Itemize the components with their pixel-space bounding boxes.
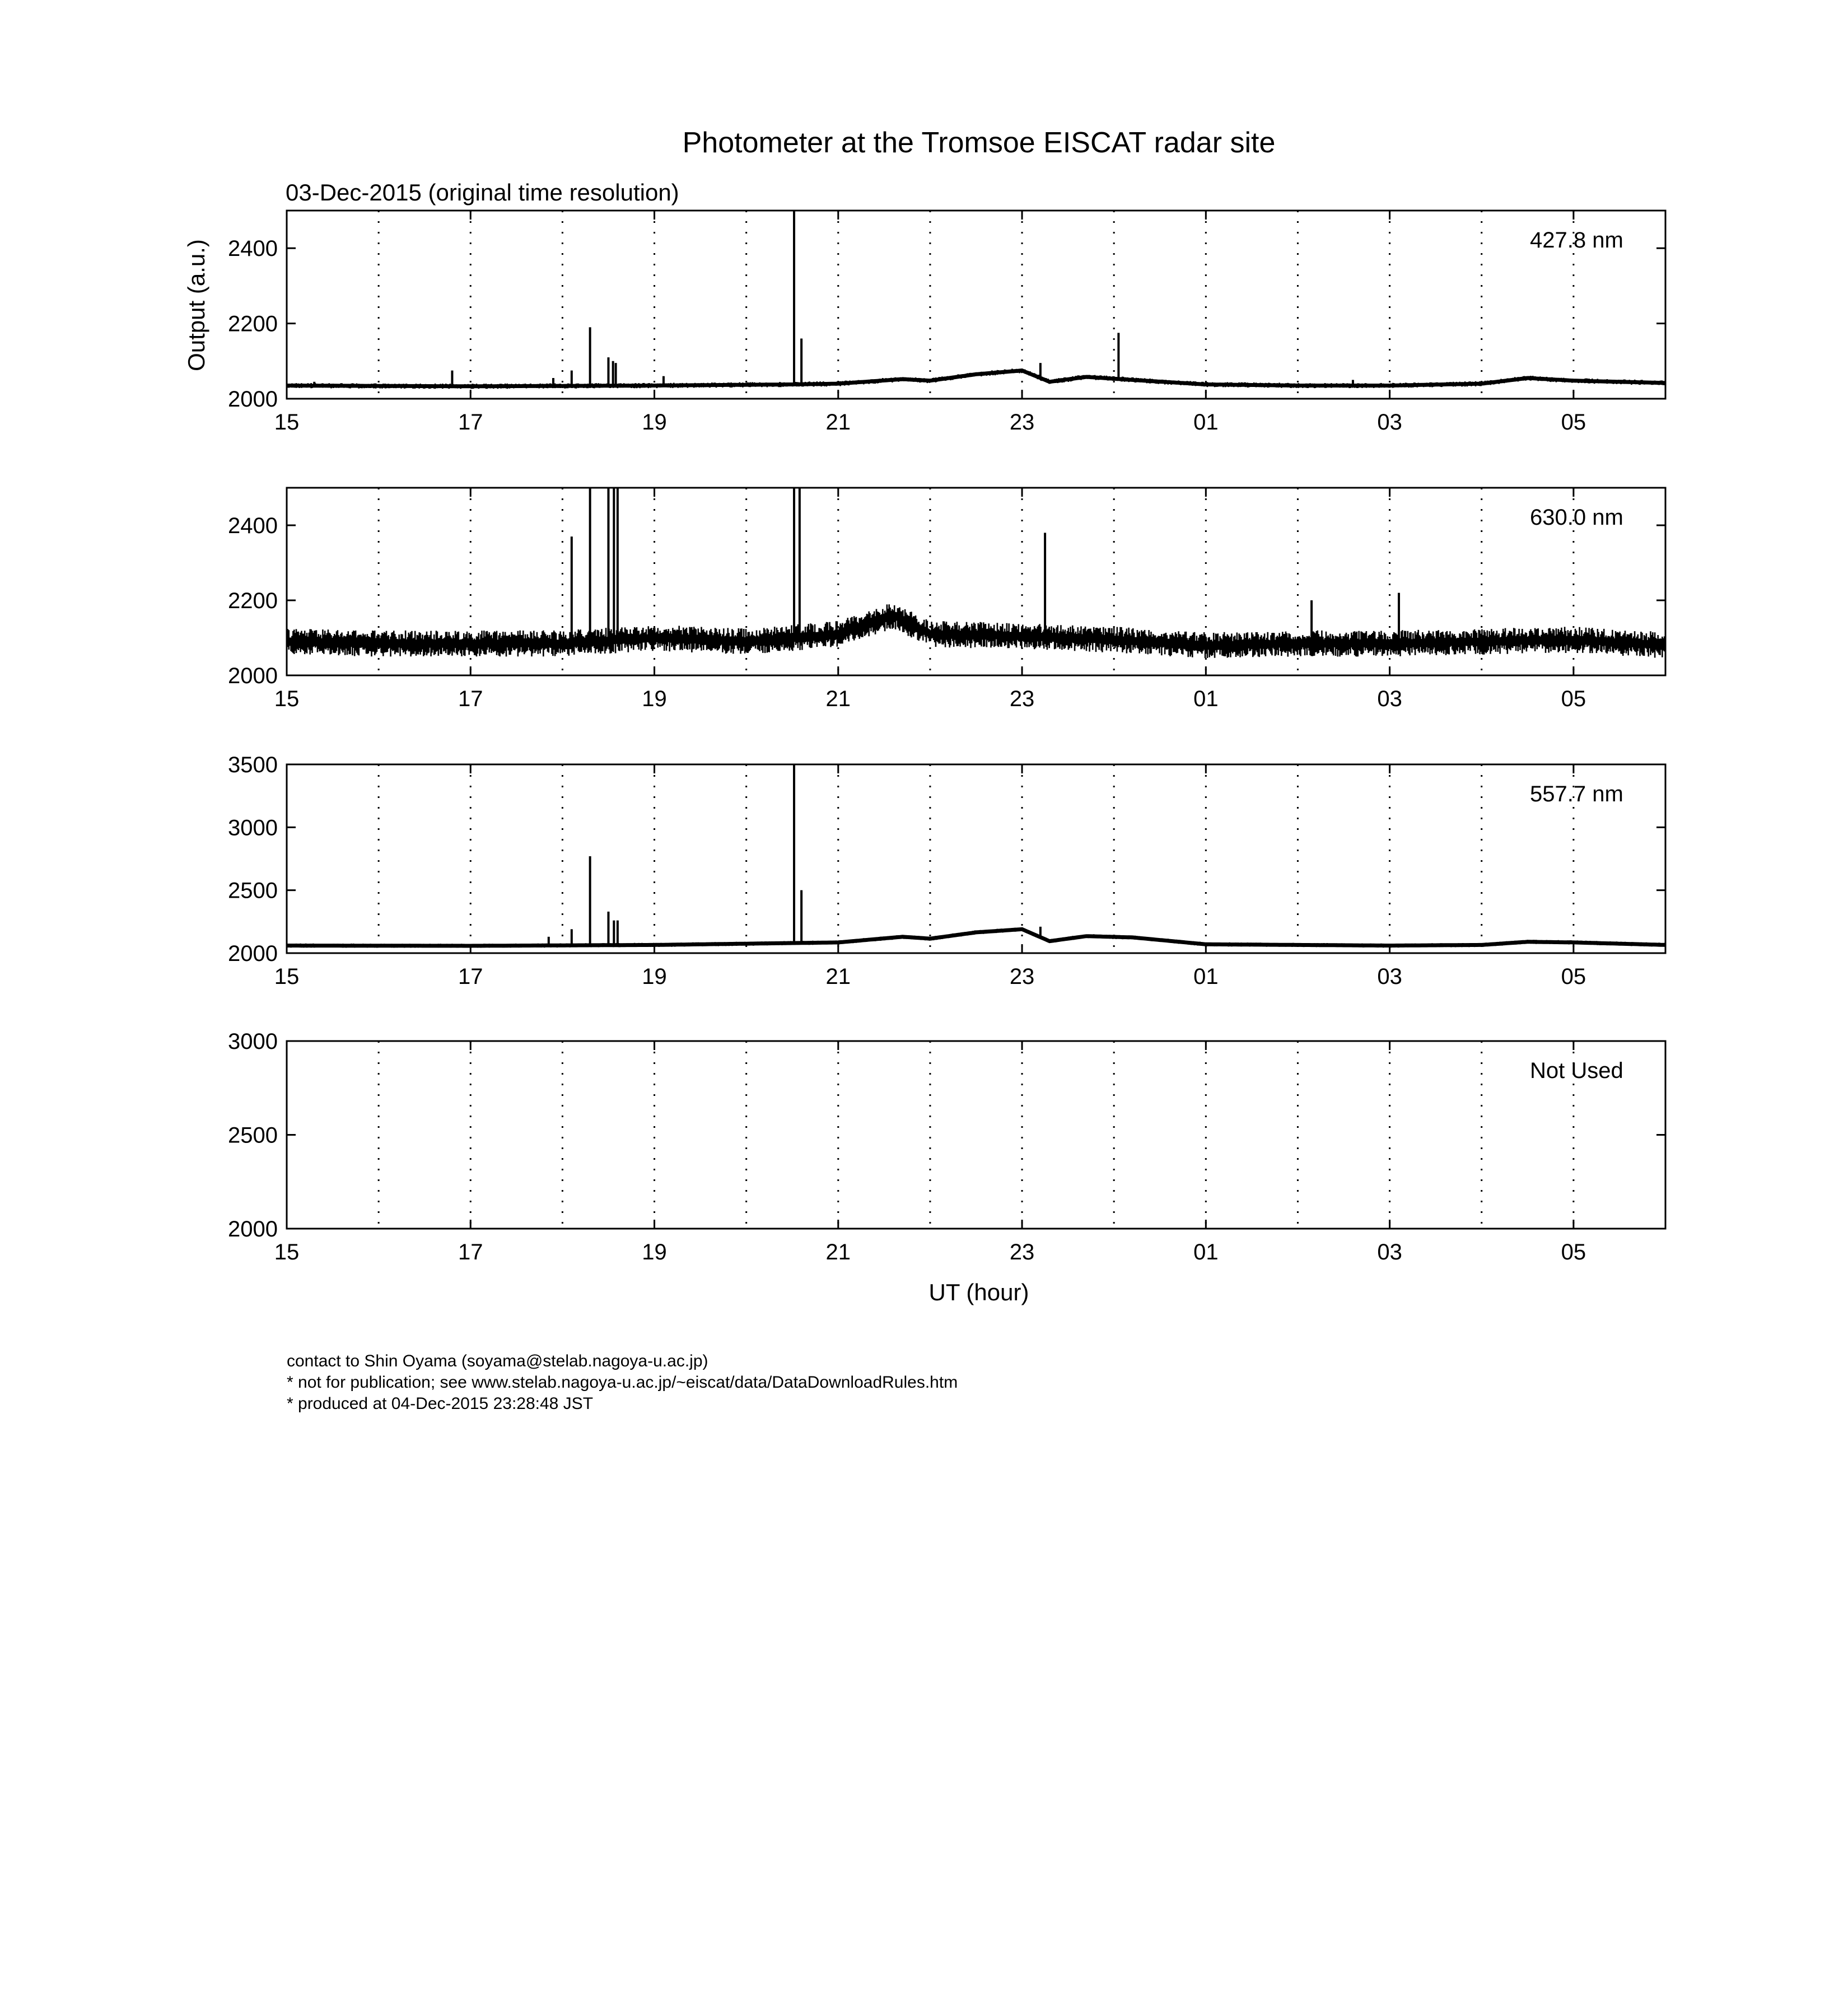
x-tick-label: 05 (1561, 687, 1586, 711)
x-tick-label: 17 (458, 410, 483, 435)
x-tick-label: 19 (642, 964, 667, 989)
x-tick-label: 15 (274, 964, 300, 989)
panel-not-used (228, 1029, 1665, 1264)
y-tick-label: 2000 (228, 664, 278, 688)
x-tick-label: 03 (1377, 687, 1402, 711)
x-axis-label: UT (hour) (928, 1279, 1029, 1305)
footer-contact: contact to Shin Oyama (soyama@stelab.nagoya-u.ac.jp) (287, 1352, 708, 1370)
footer-rules: * not for publication; see www.stelab.nagoya-u.ac.jp/~eiscat/data/DataDownloadRules.htm (287, 1373, 958, 1392)
x-tick-label: 23 (1009, 964, 1035, 989)
x-tick-label: 01 (1193, 687, 1219, 711)
footer-produced: * produced at 04-Dec-2015 23:28:48 JST (287, 1394, 594, 1413)
x-tick-label: 23 (1009, 687, 1035, 711)
series-centerline (287, 371, 1665, 386)
x-tick-label: 01 (1193, 1240, 1219, 1264)
y-tick-label: 2000 (228, 941, 278, 966)
x-tick-label: 05 (1561, 410, 1586, 435)
x-tick-label: 01 (1193, 964, 1219, 989)
x-tick-label: 15 (274, 410, 300, 435)
x-tick-label: 23 (1009, 1240, 1035, 1264)
x-tick-label: 03 (1377, 410, 1402, 435)
panel-557-7nm (228, 753, 1665, 989)
y-tick-label: 2000 (228, 387, 278, 412)
x-tick-label: 17 (458, 964, 483, 989)
y-tick-label: 2500 (228, 1123, 278, 1148)
x-tick-label: 23 (1009, 410, 1035, 435)
y-tick-label: 2500 (228, 878, 278, 903)
x-tick-label: 05 (1561, 964, 1586, 989)
x-tick-label: 15 (274, 687, 300, 711)
y-tick-label: 2000 (228, 1217, 278, 1242)
x-tick-label: 17 (458, 687, 483, 711)
x-tick-label: 17 (458, 1240, 483, 1264)
series-label: 630.0 nm (1530, 505, 1623, 530)
y-tick-label: 2400 (228, 514, 278, 538)
axes-frame (287, 764, 1665, 953)
figure-title: Photometer at the Tromsoe EISCAT radar site (682, 127, 1276, 159)
series-label: 557.7 nm (1530, 782, 1623, 806)
series-centerline (287, 929, 1665, 946)
panel-427-8nm (228, 211, 1665, 435)
x-tick-label: 21 (825, 1240, 851, 1264)
x-tick-label: 19 (642, 687, 667, 711)
figure-subtitle: 03-Dec-2015 (original time resolution) (286, 179, 679, 206)
series-label: Not Used (1530, 1058, 1623, 1083)
series-label: 427.8 nm (1530, 228, 1623, 253)
x-tick-label: 19 (642, 1240, 667, 1264)
x-tick-label: 21 (825, 964, 851, 989)
axes-frame (287, 211, 1665, 399)
x-tick-label: 01 (1193, 410, 1219, 435)
panel-630-0nm (228, 488, 1665, 711)
y-axis-label: Output (a.u.) (183, 239, 209, 371)
x-tick-label: 03 (1377, 1240, 1402, 1264)
series-trace (287, 604, 1665, 658)
x-tick-label: 19 (642, 410, 667, 435)
x-tick-label: 21 (825, 687, 851, 711)
x-tick-label: 21 (825, 410, 851, 435)
y-tick-label: 3000 (228, 815, 278, 841)
y-tick-label: 3500 (228, 753, 278, 777)
axes-frame (287, 1041, 1665, 1229)
x-tick-label: 05 (1561, 1240, 1586, 1264)
x-tick-label: 15 (274, 1240, 300, 1264)
y-tick-label: 2200 (228, 311, 278, 337)
y-tick-label: 3000 (228, 1029, 278, 1054)
x-tick-label: 03 (1377, 964, 1402, 989)
y-tick-label: 2200 (228, 589, 278, 613)
y-tick-label: 2400 (228, 236, 278, 262)
